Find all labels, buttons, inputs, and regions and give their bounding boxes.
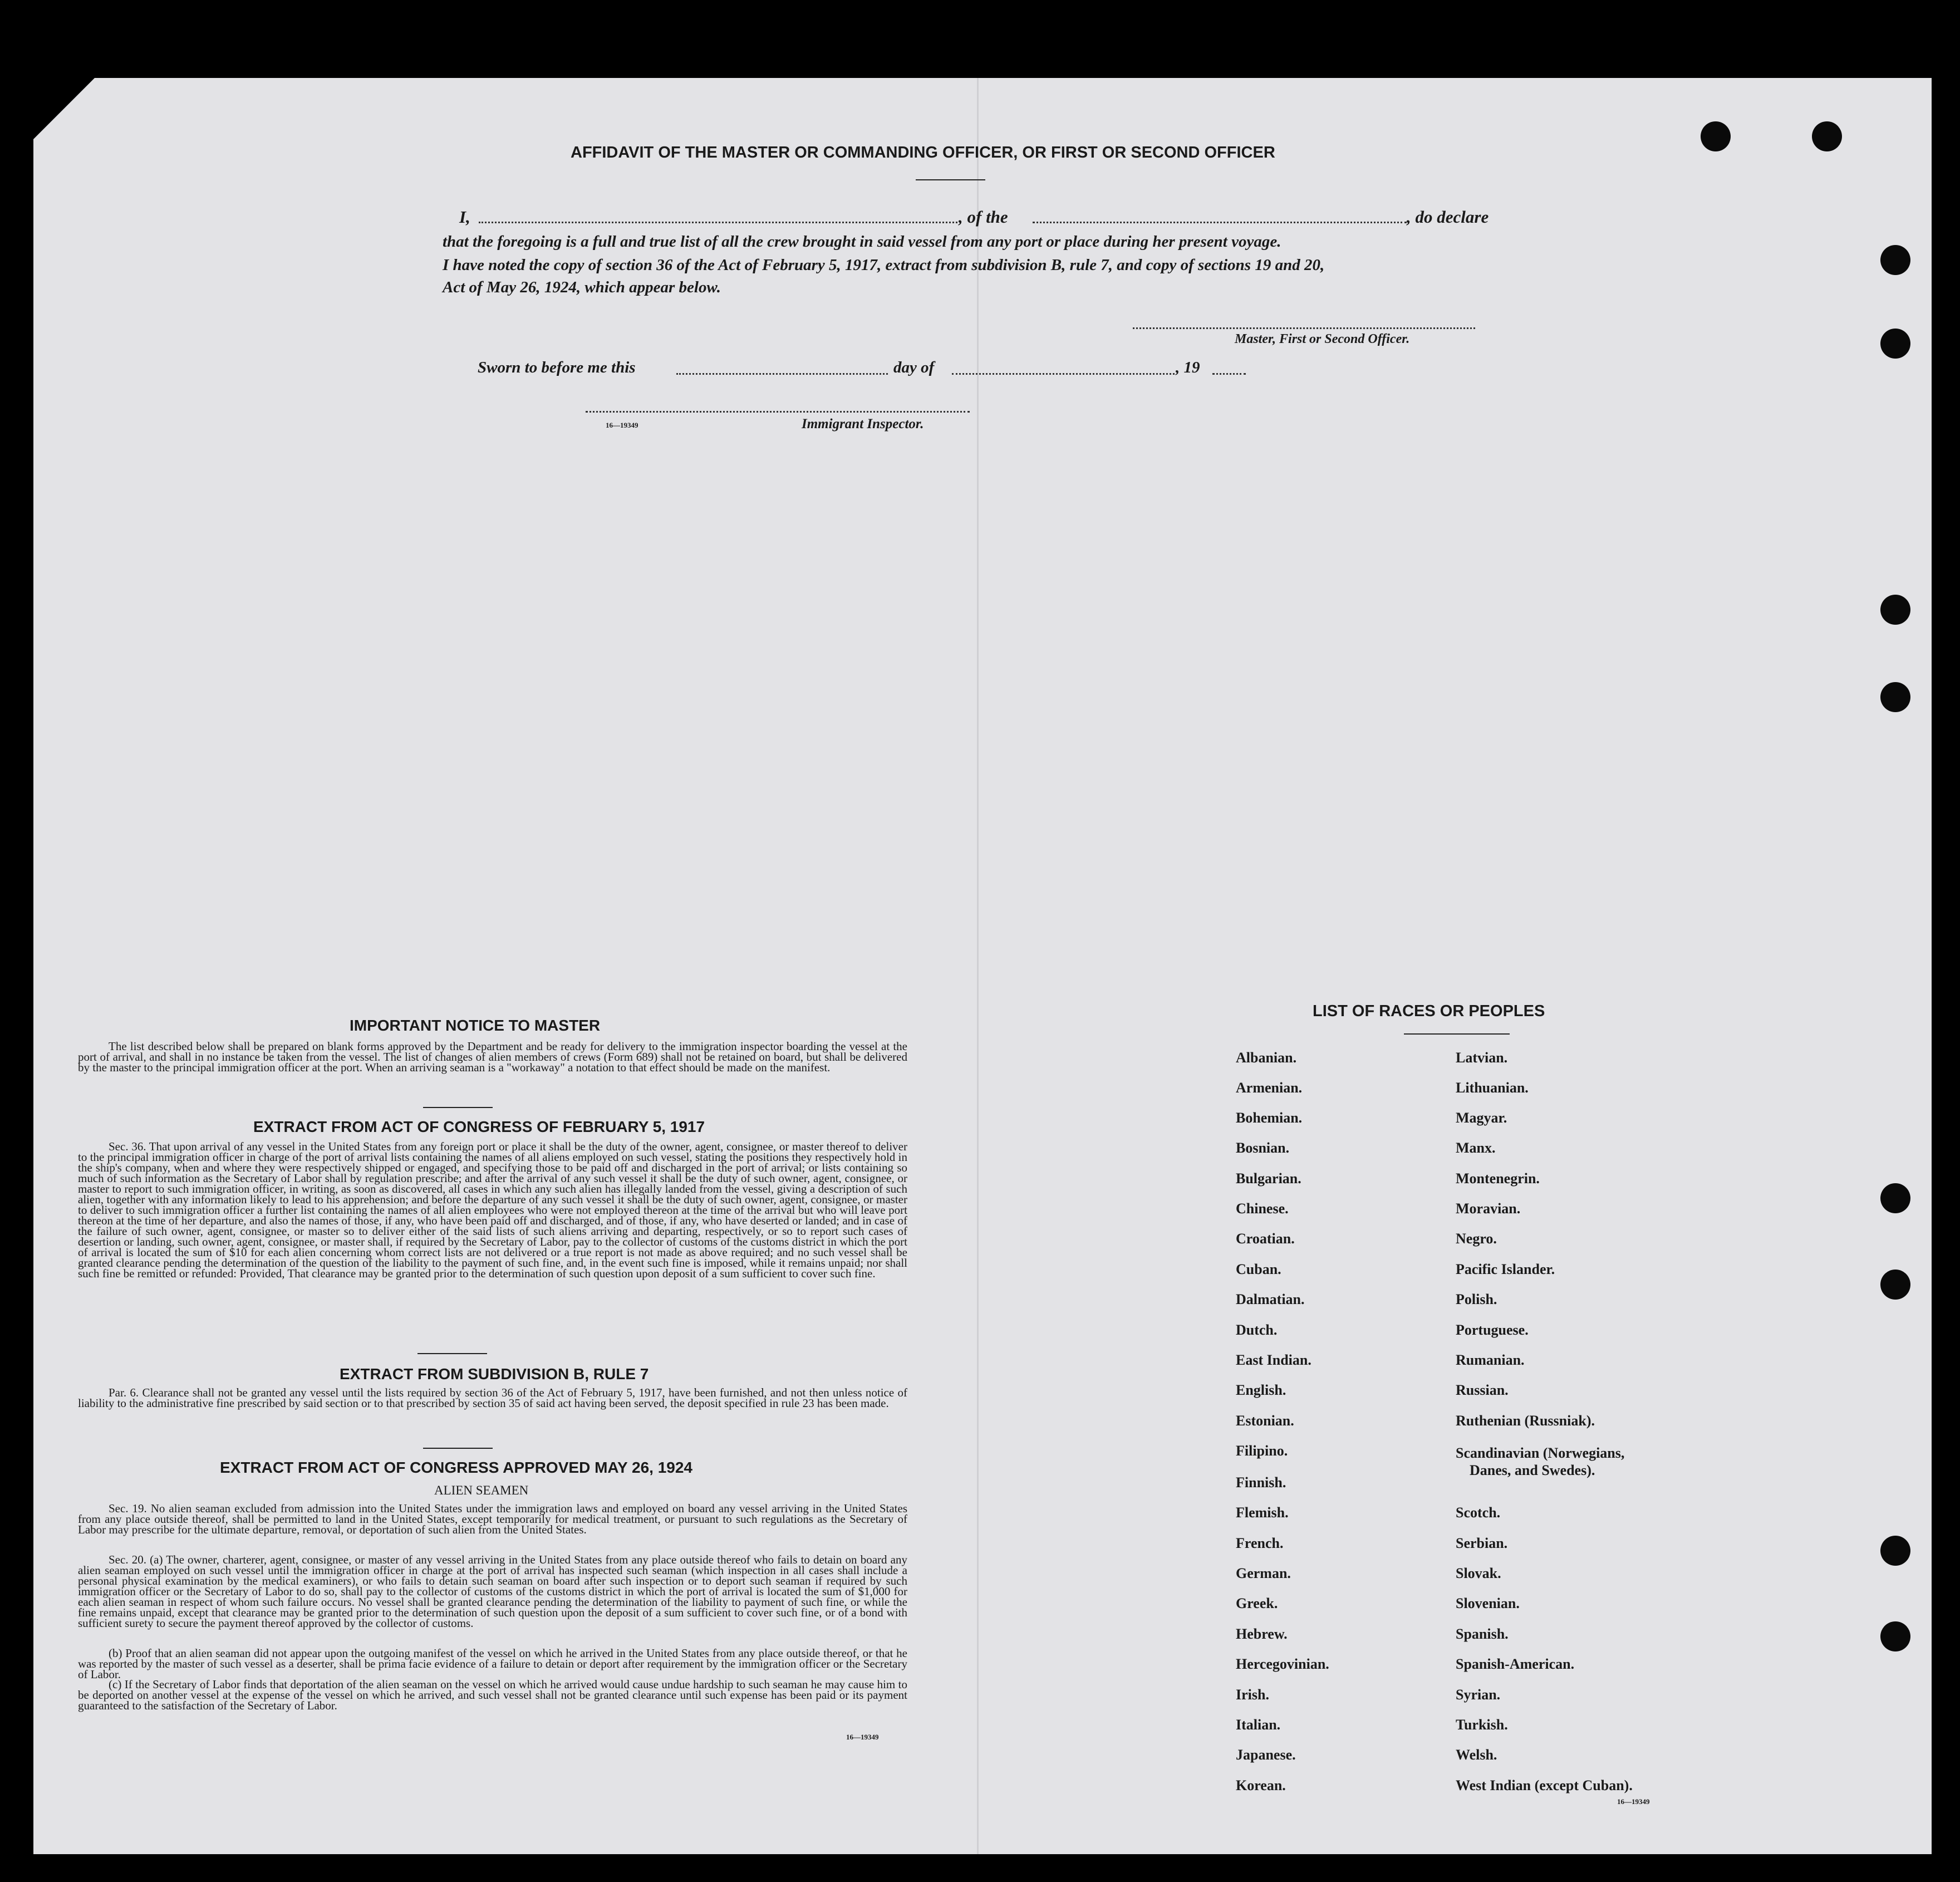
race-item: Korean. <box>1236 1777 1286 1793</box>
race-item: Serbian. <box>1456 1535 1508 1551</box>
affidavit-form-number: 16—19349 <box>606 421 638 429</box>
punch-hole <box>1880 682 1910 712</box>
race-item: Pacific Islander. <box>1456 1261 1555 1277</box>
affiant-label: I, <box>459 207 470 227</box>
race-item: Negro. <box>1456 1231 1497 1247</box>
race-item: Scandinavian (Norwegians, <box>1456 1445 1625 1461</box>
master-signature-field[interactable] <box>1133 327 1475 329</box>
race-item: Rumanian. <box>1456 1352 1525 1368</box>
race-item: Latvian. <box>1456 1050 1508 1066</box>
day-of-label: day of <box>893 359 935 376</box>
subdivision-b-divider <box>423 1448 493 1449</box>
vessel-field[interactable] <box>1033 222 1407 223</box>
inspector-signature-field[interactable] <box>586 411 970 413</box>
race-item: Cuban. <box>1236 1261 1281 1277</box>
race-item: Ruthenian (Russniak). <box>1456 1413 1595 1429</box>
notice-text: The list described below shall be prepared on blank forms approved by the Department and be ready for delivery to the immigration inspector boarding the vessel at the port of arrival, and shall in no instance be taken from the vessel. The list of changes of alien members of crews (Form 689) shall not be retained on board, but shall be delivered by the master to the principal immigration officer at the port. When an arriving seaman is a "workaway" a notation to that effect should be made on the manifest. <box>78 1040 907 1074</box>
section-20b-text: (b) Proof that an alien seaman did not appear upon the outgoing manifest of the vessel on which he arrived in the United States from any place outside thereof, or that he was reported by the master of such vessel as a deserter, shall be prima facie evidence of a failure to detain or deport after requirement by the immigration officer or the Secretary of Labor. <box>78 1646 907 1681</box>
race-item: French. <box>1236 1535 1284 1551</box>
race-item: Bosnian. <box>1236 1140 1290 1156</box>
punch-hole <box>1880 1183 1910 1213</box>
race-item: German. <box>1236 1565 1291 1581</box>
race-item: Russian. <box>1456 1382 1509 1398</box>
extract-form-number: 16—19349 <box>846 1733 879 1741</box>
sworn-month-field[interactable] <box>952 373 1175 375</box>
punch-hole <box>1812 121 1842 151</box>
race-item: Lithuanian. <box>1456 1080 1529 1096</box>
race-item: East Indian. <box>1236 1352 1311 1368</box>
race-item: Montenegrin. <box>1456 1170 1540 1187</box>
race-item: Japanese. <box>1236 1747 1296 1763</box>
punch-hole <box>1880 595 1910 625</box>
race-item: Hebrew. <box>1236 1626 1288 1642</box>
race-item: Finnish. <box>1236 1474 1286 1491</box>
master-label: Master, First or Second Officer. <box>1235 332 1410 346</box>
race-item: Welsh. <box>1456 1747 1497 1763</box>
section-20c-text: (c) If the Secretary of Labor finds that deportation of the alien seaman on the vessel on which he arrived would cause undue hardship to such seaman he may cause him to be deported on another vessel at the expense of the vessel on which he arrived, and such vessel shall not be granted clearance until such expense has been paid or its payment guaranteed to the satisfaction of the Secretary of Labor. <box>78 1678 907 1712</box>
race-item: Croatian. <box>1236 1231 1295 1247</box>
races-title-underline <box>1404 1033 1510 1035</box>
inspector-label: Immigrant Inspector. <box>802 416 924 432</box>
affidavit-line-2: that the foregoing is a full and true list of all the crew brought in said vessel from any port or place during her present voyage. <box>443 233 1281 251</box>
sworn-day-field[interactable] <box>676 373 888 375</box>
section-19-text: Sec. 19. No alien seaman excluded from admission into the United States under the immigration laws and employed on board any vessel arriving in the United States from any place outside thereof, shall be permitted to land in the United States, except temporarily for medical treatment, or pursuant to such regulations as the Secretary of Labor may prescribe for the ultimate departure, removal, or deportation of such alien from the United States. <box>78 1502 907 1536</box>
race-item: Chinese. <box>1236 1200 1289 1217</box>
alien-seamen-subtitle: ALIEN SEAMEN <box>434 1483 529 1497</box>
race-item: Greek. <box>1236 1595 1278 1611</box>
year-label: , 19 <box>1176 359 1200 376</box>
title-underline <box>916 179 985 180</box>
subdivision-b-title: EXTRACT FROM SUBDIVISION B, RULE 7 <box>340 1365 649 1383</box>
race-item: Danes, and Swedes). <box>1470 1462 1595 1478</box>
affidavit-line-3: I have noted the copy of section 36 of the Act of February 5, 1917, extract from subdivision B, rule 7, and copy of sections 19 and 20, <box>443 256 1325 274</box>
affidavit-title: AFFIDAVIT OF THE MASTER OR COMMANDING OFFICER, OR FIRST OR SECOND OFFICER <box>571 144 1275 161</box>
race-item: Manx. <box>1456 1140 1496 1156</box>
extract-1917-divider <box>417 1353 487 1354</box>
punch-hole <box>1880 329 1910 359</box>
race-item: Albanian. <box>1236 1050 1297 1066</box>
race-item: Italian. <box>1236 1717 1281 1733</box>
race-item: Turkish. <box>1456 1717 1508 1733</box>
declare-label: , do declare <box>1407 207 1489 227</box>
race-item: Dutch. <box>1236 1322 1278 1338</box>
race-item: Syrian. <box>1456 1687 1501 1703</box>
race-item: Spanish. <box>1456 1626 1509 1642</box>
race-item: Irish. <box>1236 1687 1269 1703</box>
sworn-label: Sworn to before me this <box>478 359 636 376</box>
race-item: English. <box>1236 1382 1286 1398</box>
race-item: Magyar. <box>1456 1110 1507 1126</box>
sworn-year-field[interactable] <box>1212 373 1246 375</box>
extract-1917-text: Sec. 36. That upon arrival of any vessel in the United States from any foreign port or place it shall be the duty of the owner, agent, consignee, or master thereof to deliver to the principal immigration officer in charge of the port of arrival lists containing the names of all aliens employed on such vessel, stating the positions they respectively hold in the ship's company, when and where they were respectively shipped or engaged, and specifying those to be paid off and discharged in the port of arrival; or lists containing so much of such information as the Secretary of Labor shall by regulation prescribe; and after the arrival of any such vessel it shall be the duty of such owner, agent, consignee, or master to report to such immigration officer, in writing, as soon as discovered, all cases in which any such alien has illegally landed from the vessel, giving a description of such alien, together with any information likely to lead to his apprehension; and before the departure of any such vessel it shall be the duty of such owner, agent, consignee, or master to deliver to such immigration officer a further list containing the names of all alien employees who were not employed thereon at the time of the arrival but who will leave port thereon at the time of her departure, and also the names of those, if any, who have been paid off and discharged, and of those, if any, who have deserted or landed; and in case of the failure of such owner, agent, consignee, or master so to deliver either of the said lists of such aliens arriving and departing, respectively, or so to report such cases of desertion or landing, such owner, agent, consignee, or master shall, if required by the Secretary of Labor, pay to the collector of customs of the customs district in which the port of arrival is located the sum of $10 for each alien concerning whom correct lists are not delivered or a true report is not made as above required; and no such vessel shall be granted clearance pending the determination of the question of the liability to the payment of such fine, and, in the event such fine is imposed, while it remains unpaid; nor shall such fine be remitted or refunded: Provided, That clearance may be granted prior to the determination of such question upon deposit of a sum sufficient to cover such fine. <box>78 1140 907 1280</box>
punch-hole <box>1880 1536 1910 1566</box>
race-item: Bohemian. <box>1236 1110 1303 1126</box>
punch-hole <box>1880 1621 1910 1651</box>
race-item: Filipino. <box>1236 1443 1288 1459</box>
races-form-number: 16—19349 <box>1617 1797 1650 1806</box>
race-item: Slovak. <box>1456 1565 1501 1581</box>
races-title: LIST OF RACES OR PEOPLES <box>1313 1002 1545 1020</box>
race-item: West Indian (except Cuban). <box>1456 1777 1633 1793</box>
punch-hole <box>1880 245 1910 275</box>
notice-title: IMPORTANT NOTICE TO MASTER <box>350 1017 601 1034</box>
notice-divider <box>423 1107 493 1108</box>
race-item: Flemish. <box>1236 1504 1289 1521</box>
affidavit-line-4: Act of May 26, 1924, which appear below. <box>443 278 721 296</box>
of-the-label: , of the <box>959 207 1008 227</box>
punch-hole <box>1880 1270 1910 1300</box>
punch-hole <box>1701 121 1731 151</box>
race-item: Scotch. <box>1456 1504 1501 1521</box>
race-item: Polish. <box>1456 1291 1497 1307</box>
race-item: Moravian. <box>1456 1200 1521 1217</box>
race-item: Bulgarian. <box>1236 1170 1301 1187</box>
folded-corner <box>33 78 95 139</box>
race-item: Armenian. <box>1236 1080 1303 1096</box>
page-fold-line <box>977 78 979 1854</box>
affiant-name-field[interactable] <box>479 222 957 223</box>
extract-1924-title: EXTRACT FROM ACT OF CONGRESS APPROVED MAY 26, 1924 <box>220 1459 692 1476</box>
extract-1917-title: EXTRACT FROM ACT OF CONGRESS OF FEBRUARY 5, 1917 <box>253 1118 705 1135</box>
section-20a-text: Sec. 20. (a) The owner, charterer, agent, consignee, or master of any vessel arriving in the United States from any place outside thereof who fails to detain on board any alien seaman employed on such vessel until the immigration officer in charge at the port of arrival has inspected such seaman (which inspection in all cases shall include a personal physical examination by the medical examiners), or who fails to detain such seaman on board after such inspection or to deport such seaman if required by such immigration officer or the Secretary of Labor to do so, shall pay to the collector of customs of the customs district in which the port of arrival is located the sum of $1,000 for each alien seaman in respect of whom such failure occurs. No vessel shall be granted clearance pending the determination of the liability to payment of such fine, or while the fine remains unpaid, except that clearance may be granted prior to the determination of such question upon the deposit of a sum sufficient to cover such fine, or of a bond with sufficient surety to secure the payment thereof approved by the collector of customs. <box>78 1553 907 1630</box>
race-item: Dalmatian. <box>1236 1291 1305 1307</box>
race-item: Portuguese. <box>1456 1322 1529 1338</box>
subdivision-b-text: Par. 6. Clearance shall not be granted any vessel until the lists required by section 36 of the Act of February 5, 1917, have been furnished, and not then unless notice of liability to the administrative fine prescribed by said section or to that prescribed by section 35 of said act having been served, the deposit specified in rule 23 has been made. <box>78 1386 907 1410</box>
race-item: Hercegovinian. <box>1236 1656 1329 1672</box>
race-item: Estonian. <box>1236 1413 1294 1429</box>
race-item: Spanish-American. <box>1456 1656 1575 1672</box>
race-item: Slovenian. <box>1456 1595 1520 1611</box>
